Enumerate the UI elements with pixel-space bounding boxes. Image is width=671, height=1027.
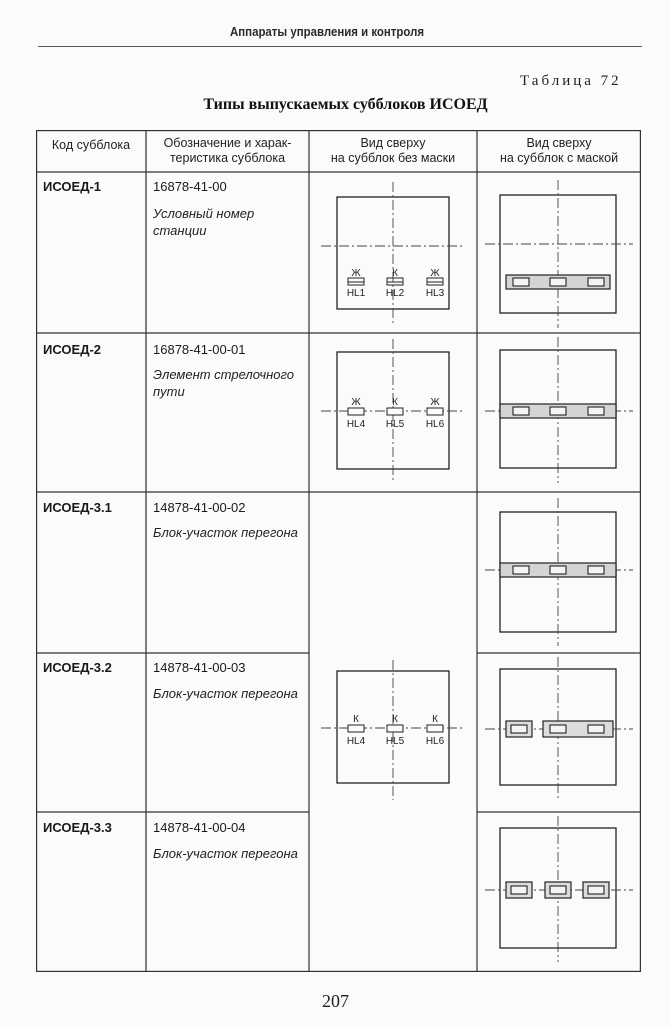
top-view-with-mask-3-3 xyxy=(477,812,641,971)
label-hl-5: HL5 xyxy=(385,419,405,430)
label-hl-4: HL4 xyxy=(346,419,366,430)
label-hl-1: HL1 xyxy=(346,288,366,299)
row-description: Блок-участок перегона xyxy=(153,686,298,701)
top-view-with-mask-3-1 xyxy=(477,492,641,653)
row-code: ИСОЕД-2 xyxy=(43,342,102,357)
label-top-1: К xyxy=(353,714,359,725)
label-top-2: К xyxy=(392,397,398,408)
label-hl-2: HL2 xyxy=(385,288,405,299)
row-description: Элемент стрелочного пути xyxy=(153,367,294,399)
row-code: ИСОЕД-3.1 xyxy=(43,500,112,515)
row-code: ИСОЕД-1 xyxy=(43,179,102,194)
top-view-no-mask-3 xyxy=(309,660,477,810)
top-view-no-mask-2 xyxy=(309,333,477,492)
header-top-view-no-mask: Вид сверху на субблок без маски xyxy=(330,136,456,165)
top-view-no-mask-1 xyxy=(309,172,477,333)
row-number: 16878-41-00-01 xyxy=(153,342,246,357)
label-top-3: Ж xyxy=(430,268,440,279)
table-title: Типы выпускаемых субблоков ИСОЕД xyxy=(203,96,488,113)
header-rule xyxy=(38,46,642,47)
label-hl-5: HL5 xyxy=(385,736,405,747)
page-number: 207 xyxy=(322,991,349,1011)
label-top-1: Ж xyxy=(351,397,361,408)
row-code: ИСОЕД-3.2 xyxy=(43,660,112,675)
top-view-with-mask-1 xyxy=(477,172,641,333)
label-top-2: К xyxy=(392,268,398,279)
label-hl-6: HL6 xyxy=(425,419,445,430)
row-description: Блок-участок перегона xyxy=(153,525,298,540)
label-top-3: К xyxy=(432,714,438,725)
row-number: 14878-41-00-02 xyxy=(153,500,246,515)
header-designation: Обозначение и харак- теристика субблока xyxy=(163,136,292,165)
label-top-3: Ж xyxy=(430,397,440,408)
label-hl-4: HL4 xyxy=(346,736,366,747)
top-view-with-mask-3-2 xyxy=(477,653,641,812)
row-number: 14878-41-00-03 xyxy=(153,660,246,675)
row-description: Условный номер станции xyxy=(153,206,255,238)
table-number: Таблица 72 xyxy=(520,73,622,89)
row-description: Блок-участок перегона xyxy=(153,846,298,861)
label-top-2: К xyxy=(392,714,398,725)
label-hl-3: HL3 xyxy=(425,288,445,299)
row-number: 16878-41-00 xyxy=(153,179,227,194)
subblock-table xyxy=(36,130,641,972)
label-top-1: Ж xyxy=(351,268,361,279)
header-code: Код субблока xyxy=(51,138,131,152)
row-number: 14878-41-00-04 xyxy=(153,820,246,835)
header-top-view-with-mask: Вид сверху на субблок с маской xyxy=(499,136,619,165)
top-view-with-mask-2 xyxy=(477,333,641,492)
label-hl-6: HL6 xyxy=(425,736,445,747)
row-code: ИСОЕД-3.3 xyxy=(43,820,112,835)
running-head: Аппараты управления и контроля xyxy=(230,24,425,39)
